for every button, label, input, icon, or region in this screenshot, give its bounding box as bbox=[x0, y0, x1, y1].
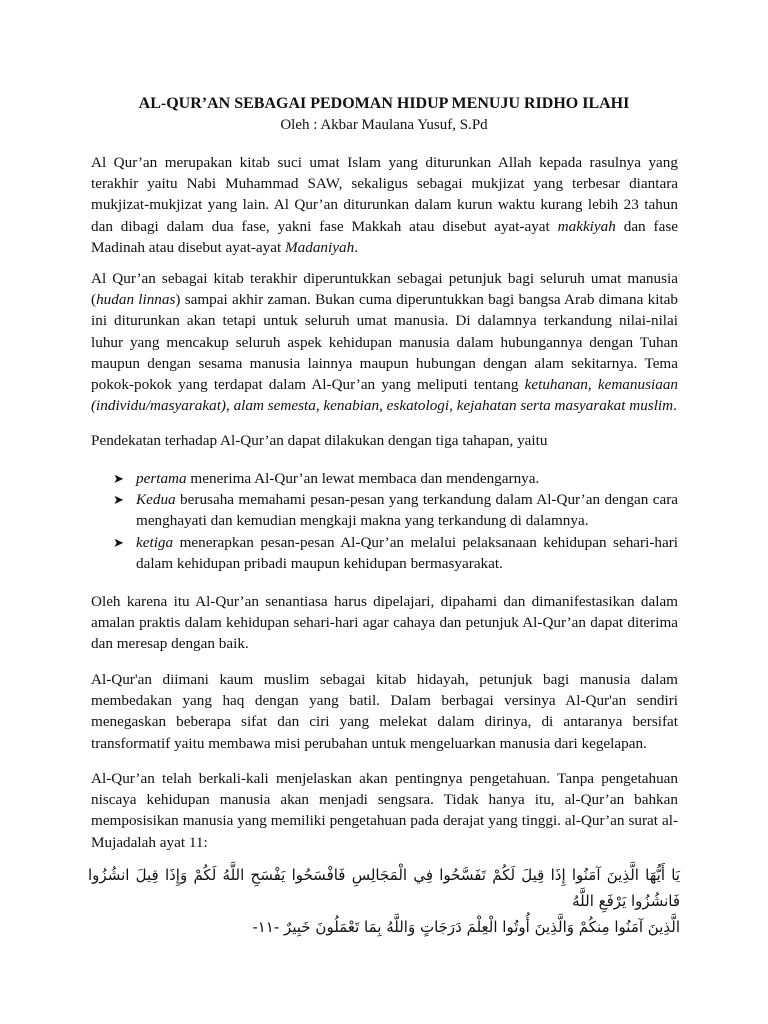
paragraph-7: Al-Qur’an telah berkali-kali menjelaskan akan pentingnya pengetahuan. Tanpa pengetahuan niscaya kehidupan manusia akan menjadi sengsara. Tidak hanya itu, al-Qur’an bahkan memposisikan manusia yang memiliki pengetahuan pada derajat yang tinggi. al-Qur’an surat al-Mujadalah ayat 11: bbox=[91, 770, 678, 851]
list-item-lead: Kedua bbox=[136, 491, 176, 509]
p1-text-3: . bbox=[354, 238, 358, 256]
list-item bbox=[113, 532, 678, 574]
p2-text-3: . bbox=[673, 397, 677, 415]
paragraph-3: Pendekatan terhadap Al-Qur’an dapat dilakukan dengan tiga tahapan, yaitu bbox=[91, 432, 548, 449]
p1-term-madaniyah: Madaniyah bbox=[285, 238, 355, 256]
list-item bbox=[113, 489, 678, 531]
paragraph-5: Oleh karena itu Al-Qur’an senantiasa harus dipelajari, dipahami dan dimanifestasikan dalam amalan praktis dalam kehidupan sehari-hari agar cahaya dan petunjuk Al-Qur’an dapat diterima dan meresap dengan baik. bbox=[91, 593, 678, 653]
list-item bbox=[113, 468, 678, 489]
list-item-lead: ketiga bbox=[136, 533, 174, 551]
paragraph-1 bbox=[91, 152, 678, 258]
arrowhead-bullet-icon: ➤ bbox=[113, 492, 124, 508]
paragraph-2 bbox=[91, 268, 678, 416]
arabic-verse-line-2: الَّذِينَ آمَنُوا مِنكُمْ وَالَّذِينَ أُوتُوا الْعِلْمَ دَرَجَاتٍ وَاللَّهُ بِمَا تَعْمَلُونَ خَبِيرٌ -١١- bbox=[252, 918, 680, 936]
arrowhead-bullet-icon: ➤ bbox=[113, 534, 124, 550]
arrowhead-bullet-icon: ➤ bbox=[113, 471, 124, 486]
p2-themes: ketuhanan, kemanusiaan (individu/masyarakat), alam semesta, kenabian, eskatologi, kejahatan serta masyarakat muslim bbox=[91, 376, 679, 415]
list-item-text: menerima Al-Qur’an lewat membaca dan mendengarnya. bbox=[186, 470, 540, 487]
p1-text-2: dan fase Madinah atau disebut ayat-ayat bbox=[91, 217, 678, 256]
stages-list bbox=[113, 468, 678, 574]
p1-term-makkiyah: makkiyah bbox=[557, 217, 616, 235]
document-title: AL-QUR’AN SEBAGAI PEDOMAN HIDUP MENUJU RIDHO ILAHI bbox=[138, 95, 630, 112]
p2-text-1: Al Qur’an sebagai kitab terakhir diperuntukkan sebagai petunjuk bagi seluruh umat manusia ( bbox=[91, 270, 678, 309]
paragraph-6: Al-Qur'an diimani kaum muslim sebagai kitab hidayah, petunjuk bagi manusia dalam membedakan yang haq dengan yang batil. Dalam berbagai versinya Al-Qur'an sendiri menegaskan beberapa sifat dan ciri yang melekat dalam dirinya, di antaranya bersifat transformatif yaitu membawa misi perubahan untuk mengeluarkan manusia dari kegelapan. bbox=[91, 671, 678, 752]
p2-text-2: ) sampai akhir zaman. Bukan cuma diperuntukkan bagi bangsa Arab dimana kitab ini diturunkan akan tetapi untuk seluruh umat manusia. Di dalamnya terkandung nilai-nilai luhur yang mencakup seluruh aspek kehidupan manusia dalam hubungannya dengan Tuhan maupun dengan sesama manusia lainnya maupun hubungan dengan alam sekitarnya. Tema pokok-pokok yang terdapat dalam Al-Qur’an yang meliputi tentang bbox=[91, 291, 678, 394]
list-item-lead: pertama bbox=[136, 470, 187, 487]
arabic-verse-line-1: يَا أَيُّهَا الَّذِينَ آمَنُوا إِذَا قِيلَ لَكُمْ تَفَسَّحُوا فِي الْمَجَالِسِ فَافْسَحُوا يَفْسَحِ اللَّهُ لَكُمْ وَإِذَا قِيلَ انشُزُوا فَانشُزُوا يَرْفَعِ اللَّهُ bbox=[88, 866, 680, 910]
author-line: Oleh : Akbar Maulana Yusuf, S.Pd bbox=[280, 117, 488, 133]
p2-term-hudan-linnas: hudan linnas bbox=[96, 291, 176, 309]
list-item-text: berusaha memahami pesan-pesan yang terkandung dalam Al-Qur’an dengan cara menghayati dan kemudian mengkaji makna yang terkandung di dalamnya. bbox=[136, 491, 678, 530]
arabic-verse bbox=[88, 862, 680, 940]
list-item-text: menerapkan pesan-pesan Al-Qur’an melalui pelaksanaan kehidupan sehari-hari dalam kehidupan pribadi maupun kehidupan bermasyarakat. bbox=[136, 533, 678, 572]
p1-text-1: Al Qur’an merupakan kitab suci umat Islam yang diturunkan Allah kepada rasulnya yang terakhir yaitu Nabi Muhammad SAW, sekaligus sebagai mukjizat yang terbesar diantara mukjizat-mukjizat yang lain. Al Qur’an diturunkan dalam kurun waktu kurang lebih 23 tahun dan dibagi dalam dua fase, yakni fase Makkah atau disebut ayat-ayat bbox=[91, 154, 678, 235]
